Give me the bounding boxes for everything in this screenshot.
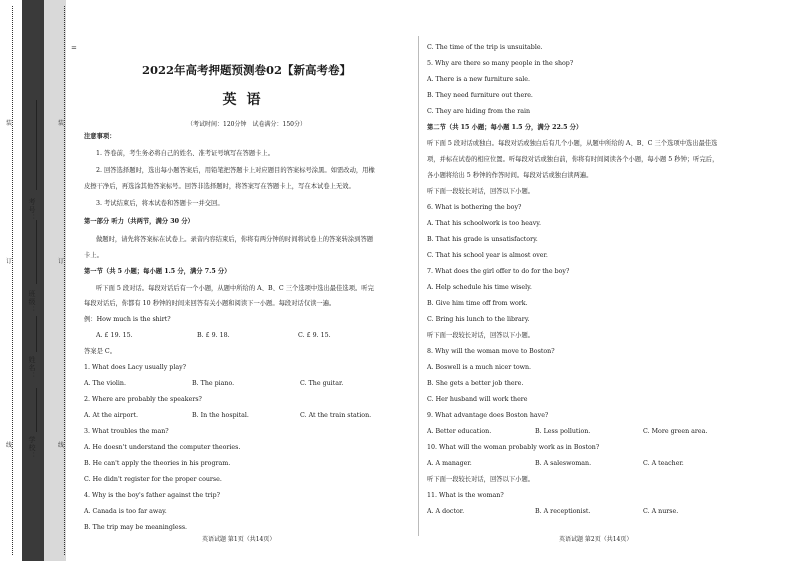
part1-intro-line: 做题时，请先将答案标在试卷上。录音内容结束后，你将有两分钟的时间将试卷上的答案转涂到答题 [96,236,374,243]
question: 7. What does the girl offer to do for the boy? [427,268,570,275]
option: B. A saleswoman. [535,460,592,467]
example-answer: 答案是 C。 [84,348,117,355]
part1-heading: 第一部分 听力（共两节，满分 30 分） [84,218,194,225]
option: C. Bring his lunch to the library. [427,316,530,323]
option: C. More green area. [643,428,708,435]
option: B. Less pollution. [535,428,591,435]
name-label: 姓名： [28,356,36,380]
page-footer-right: 英语试题 第2页（共14页） [559,536,633,543]
option: B. Give him time off from work. [427,300,528,307]
option: C. Her husband will work there [427,396,528,403]
question: 6. What is bothering the boy? [427,204,522,211]
option: A. Canada is too far away. [84,508,167,515]
section2-intro-line: 项，并标在试卷的相应位置。听每段对话或独白前，你将有时间阅读各个小题，每小题 5 秒钟；听完后， [427,156,719,163]
question: 10. What will the woman probably work as in Boston? [427,444,600,451]
section2-intro-line: 听下面 5 段对话或独白。每段对话或独白后有几个小题，从题中所给的 A、B、C 三个选项中选出最佳选 [427,140,718,147]
option: B. She gets a better job there. [427,380,524,387]
option: A. The violin. [84,380,126,387]
option: C. At the train station. [300,412,372,419]
example-option: A. £ 19. 15. [96,332,133,339]
option: B. In the hospital. [192,412,249,419]
question: 11. What is the woman? [427,492,504,499]
exam-id-field[interactable] [36,100,37,190]
section2-intro-line: 各小题将给出 5 秒钟的作答时间。每段对话或独白读两遍。 [427,172,593,179]
subject-title: 英语 [222,92,271,108]
dialog-instruction: 听下面一段较长对话，回答以下小题。 [427,476,535,483]
option: B. He can't apply the theories in his program. [84,460,231,467]
section2-heading: 第二节（共 15 小题；每小题 1.5 分，满分 22.5 分） [427,124,583,131]
option: C. The time of the trip is unsuitable. [427,44,543,51]
option: A. At the airport. [84,412,138,419]
column-divider [418,36,419,536]
binding-margin [22,0,66,561]
question: 5. Why are there so many people in the shop? [427,60,574,67]
option: A. That his schoolwork is too heavy. [427,220,541,227]
dialog-instruction: 听下面一段较长对话，回答以下小题。 [427,332,535,339]
notes-heading: 注意事项： [84,133,116,140]
seal-char: 装 [6,120,13,127]
example-option: C. £ 9. 15. [298,332,331,339]
option: C. That his school year is almost over. [427,252,548,259]
option: A. Better education. [427,428,492,435]
option: A. A doctor. [427,508,465,515]
class-field[interactable] [36,220,37,284]
question: 4. Why is the boy's father against the trip? [84,492,221,499]
exam-id-label: 考号： [28,198,36,222]
option: B. The trip may be meaningless. [84,524,188,531]
section1-heading: 第一节（共 5 小题；每小题 1.5 分，满分 7.5 分） [84,268,231,275]
option: A. He doesn't understand the computer theories. [84,444,241,451]
inner-cut-line [64,6,65,555]
exam-title: 2022年高考押题预测卷02【新高考卷】 [141,63,351,77]
section1-intro-line: 每段对话后，你都有 10 秒钟的时间来回答有关小题和阅读下一小题。每段对话仅读一遍。 [84,300,336,307]
note-line: 1. 答卷前，考生务必将自己的姓名、准考证号填写在答题卡上。 [96,150,275,157]
binding-strip [22,0,44,561]
option: A. There is a new furniture sale. [427,76,530,83]
note-line: 2. 回答选择题时，选出每小题答案后，用铅笔把答题卡上对应题目的答案标号涂黑。如需改动，用橡 [96,167,375,174]
question: 1. What does Lacy usually play? [84,364,187,371]
seal-char: 装 [58,120,65,127]
note-line: 皮擦干净后，再选涂其他答案标号。回答非选择题时，将答案写在答题卡上，写在本试卷上无效。 [84,183,355,190]
option: C. A nurse. [643,508,679,515]
option: A. A manager. [427,460,472,467]
seal-char: 订 [58,258,65,265]
school-field[interactable] [36,388,37,432]
section1-intro-line: 听下面 5 段对话。每段对话后有一个小题，从题中所给的 A、B、C 三个选项中选出最佳选项。听完 [96,285,374,292]
page-footer-left: 英语试题 第1页（共14页） [202,536,276,543]
option: C. They are hiding from the rain [427,108,531,115]
seal-char: 线 [58,442,65,449]
seal-char: 订 [6,258,13,265]
exam-meta: （考试时间：120分钟 试卷满分：150分） [187,121,306,128]
question: 2. Where are probably the speakers? [84,396,202,403]
class-label: 班级： [28,290,36,314]
option: A. Help schedule his time wisely. [427,284,532,291]
option: B. That his grade is unsatisfactory. [427,236,538,243]
seal-char: 线 [6,442,13,449]
option: C. He didn't register for the proper course. [84,476,222,483]
option: B. They need furniture out there. [427,92,533,99]
question: 8. Why will the woman move to Boston? [427,348,555,355]
outer-cut-line [12,6,13,555]
option: B. The piano. [192,380,235,387]
part1-intro-line: 卡上。 [84,252,103,259]
question: 3. What troubles the man? [84,428,169,435]
example-question: 例：How much is the shirt? [84,316,171,323]
name-field[interactable] [36,316,37,352]
option: C. A teacher. [643,460,684,467]
option: C. The guitar. [300,380,344,387]
dialog-instruction: 听下面一段较长对话，回答以下小题。 [427,188,535,195]
question: 9. What advantage does Boston have? [427,412,549,419]
school-label: 学校： [28,436,36,460]
option: B. A receptionist. [535,508,591,515]
example-option: B. £ 9. 18. [197,332,230,339]
option: A. Boswell is a much nicer town. [427,364,532,371]
page-mark: = [71,44,77,52]
note-line: 3. 考试结束后，将本试卷和答题卡一并交回。 [96,200,224,207]
